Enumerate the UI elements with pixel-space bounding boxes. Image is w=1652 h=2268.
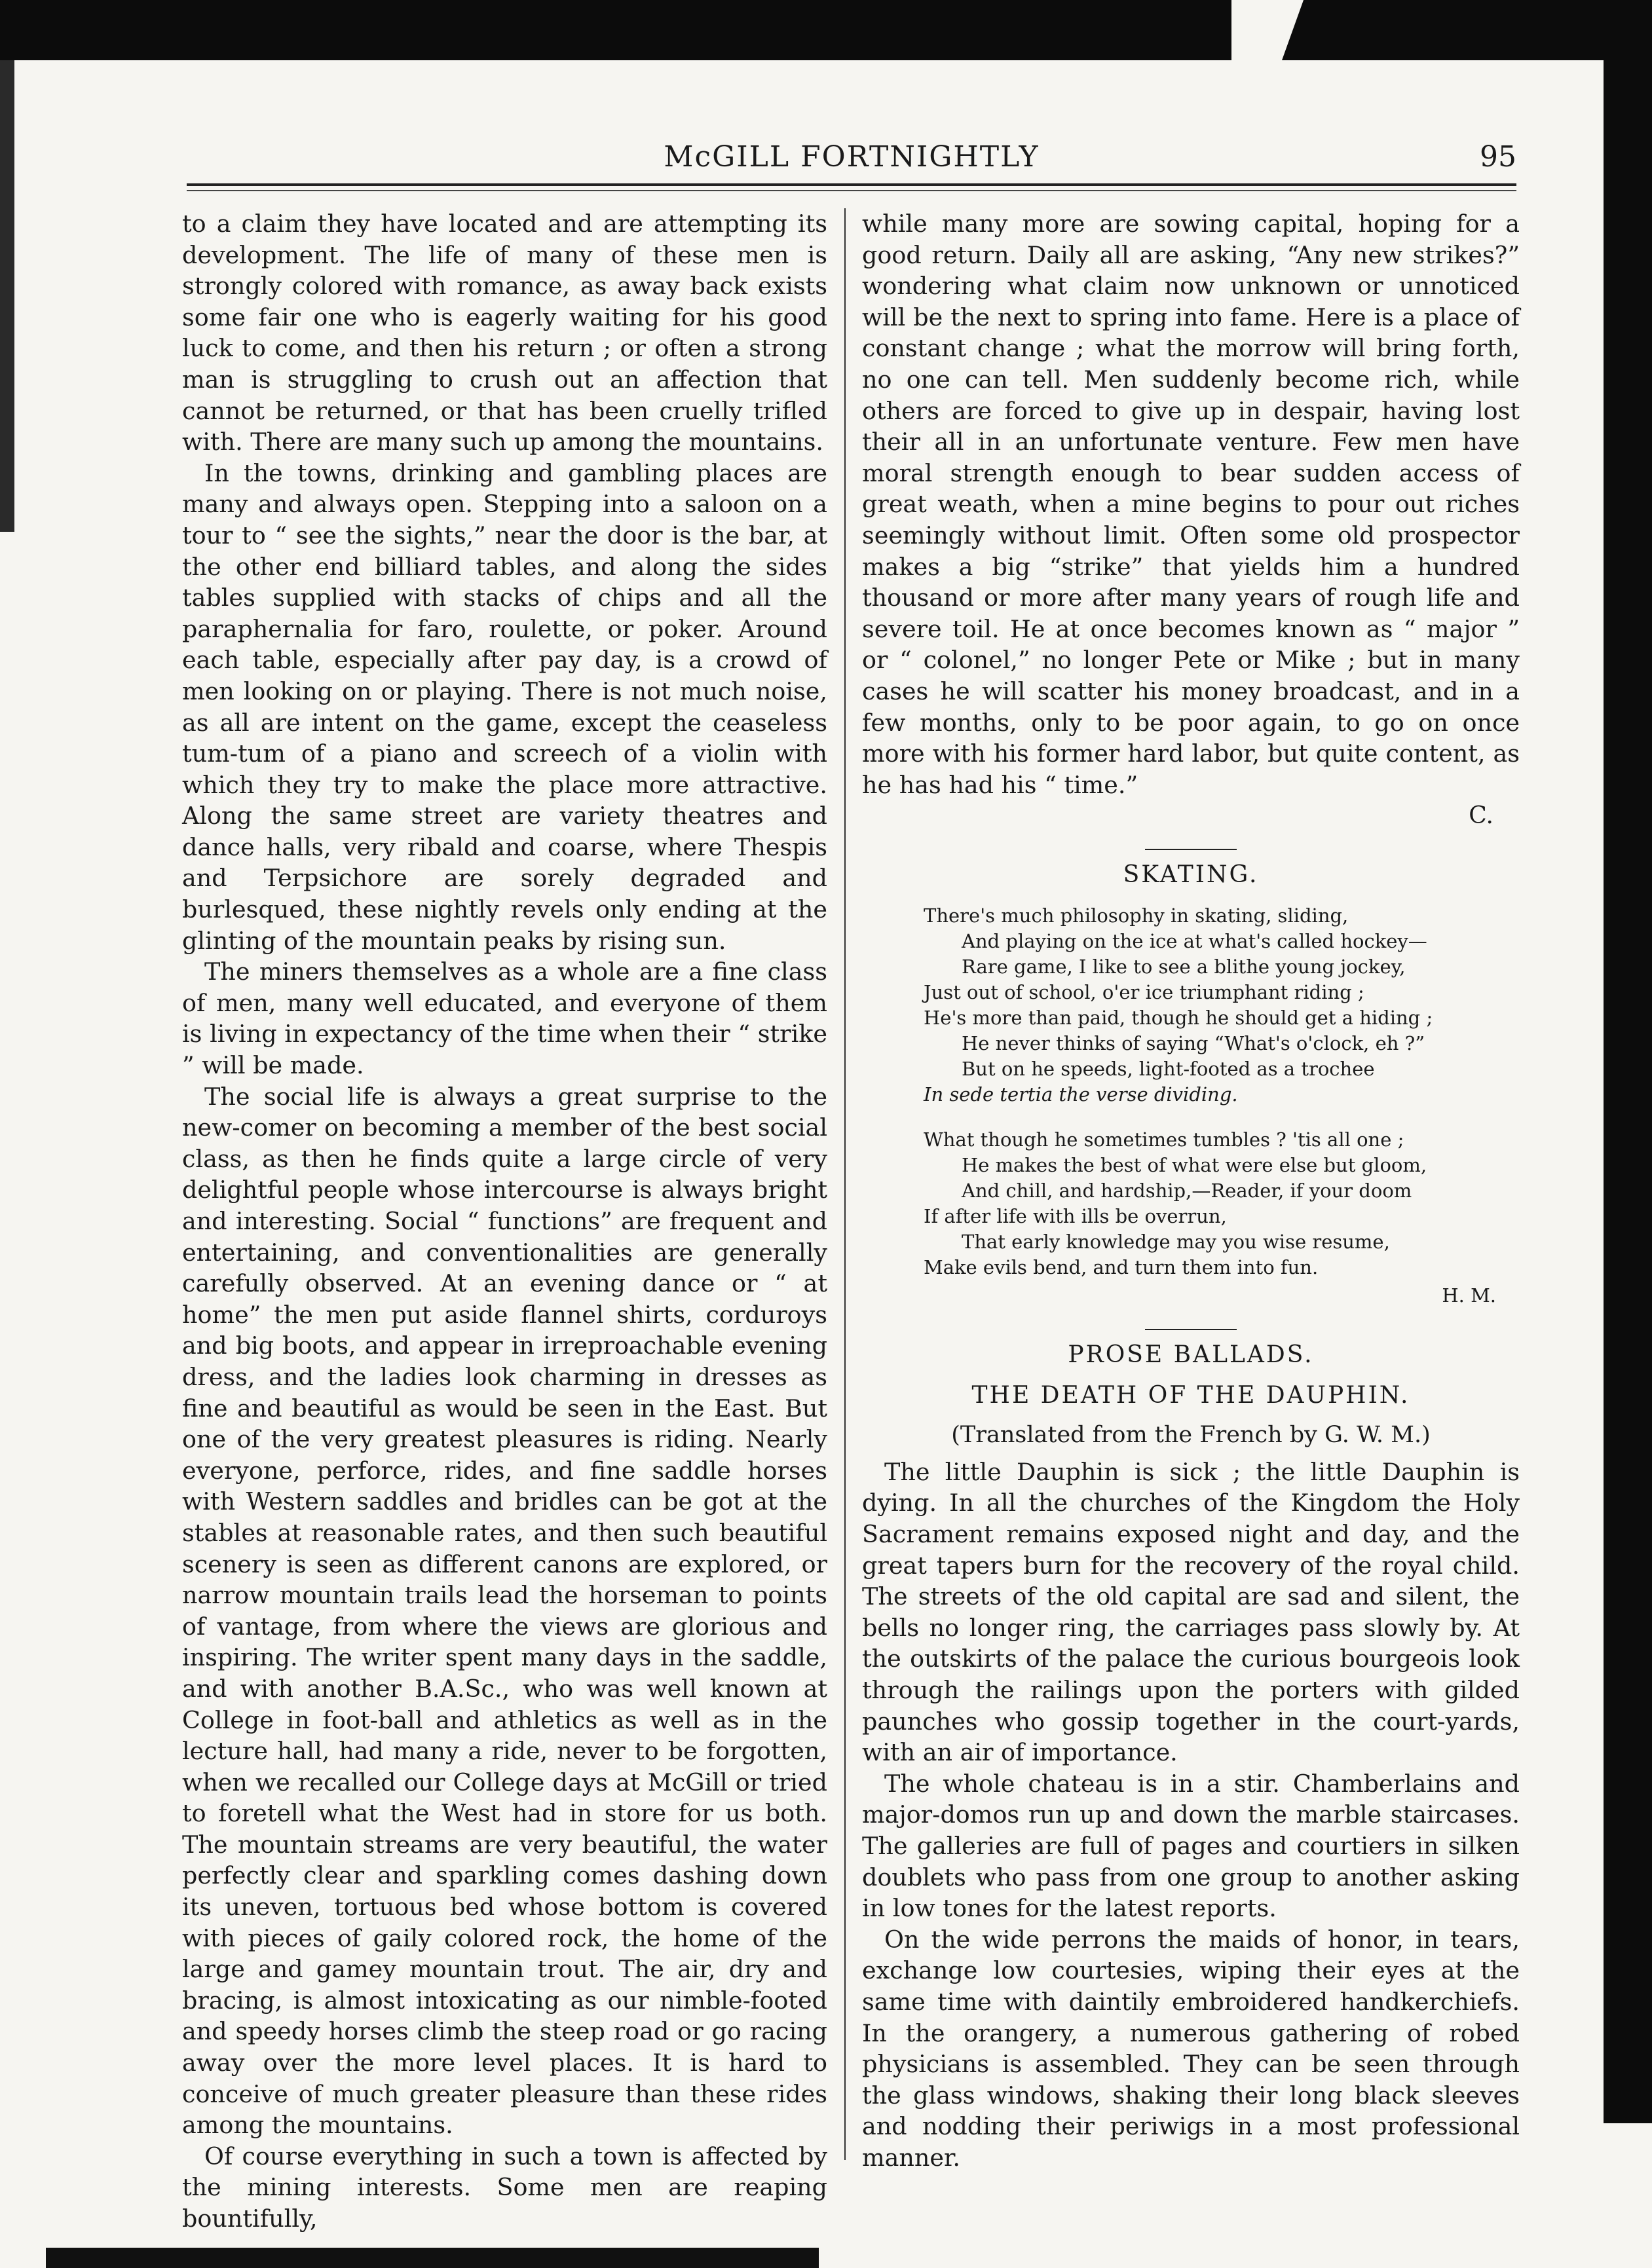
paragraph: The whole chateau is in a stir. Chamberlains and major-domos run up and down the marble staircases. The galleries are full of pages and courtiers in silken doublets who pass from one group to another asking in low tones for the latest reports. <box>862 1769 1520 1923</box>
poem-line: But on he speeds, light-footed as a trochee <box>962 1058 1375 1081</box>
right-column <box>862 208 1520 2174</box>
poem-line: In sede tertia the verse dividing. <box>924 1083 1238 1106</box>
left-column <box>182 208 827 2235</box>
poem-line: What though he sometimes tumbles ? 'tis all one ; <box>924 1128 1404 1151</box>
poem-line: That early knowledge may you wise resume, <box>962 1231 1390 1254</box>
running-header <box>187 140 1516 186</box>
paragraph: to a claim they have located and are attempting its development. The life of many of these men is strongly colored with romance, as away back exists some fair one who is eagerly waiting for his good luck to come, and then his return ; or often a strong man is struggling to crush out an affection that cannot be returned, or that has been cruelly trifled with. There are many such up among the mountains. <box>182 210 827 456</box>
section-separator <box>1145 849 1237 850</box>
poem-line: He never thinks of saying “What's o'clock, eh ?” <box>962 1032 1425 1055</box>
section-separator <box>1145 1329 1237 1330</box>
article-signature: C. <box>1469 802 1493 830</box>
poem-line: And playing on the ice at what's called hockey— <box>962 930 1427 953</box>
poem-line: Rare game, I like to see a blithe young jockey, <box>962 956 1406 978</box>
poem-signature: H. M. <box>1442 1284 1496 1307</box>
poem-line: He's more than paid, though he should get a hiding ; <box>924 1007 1433 1030</box>
section-subtitle: THE DEATH OF THE DAUPHIN. <box>971 1381 1410 1409</box>
stanza-gap <box>924 1107 1520 1127</box>
poem-line: And chill, and hardship,—Reader, if your doom <box>962 1180 1412 1202</box>
poem-line: He makes the best of what were else but gloom, <box>962 1154 1427 1177</box>
header-rule <box>187 183 1516 186</box>
journal-title: McGILL FORTNIGHTLY <box>664 140 1040 174</box>
paragraph: The little Dauphin is sick ; the little Dauphin is dying. In all the churches of the Kingdom the Holy Sacrament remains exposed night and day, and the great tapers burn for the recovery of the royal child. The streets of the old capital are sad and silent, the bells no longer ring, the carriages pass slowly by. At the outskirts of the palace the curious bourgeois look through the railings upon the porters with gilded paunches who gossip together in the court-yards, with an air of importance. <box>862 1457 1520 1767</box>
page-number: 95 <box>1480 140 1516 174</box>
poem-line: There's much philosophy in skating, sliding, <box>924 904 1349 927</box>
paragraph: Of course everything in such a town is affected by the mining interests. Some men are reaping bountifully, <box>182 2142 827 2233</box>
poem-line: Make evils bend, and turn them into fun. <box>924 1256 1319 1279</box>
paragraph: In the towns, drinking and gambling places are many and always open. Stepping into a saloon on a tour to “ see the sights,” near the door is the bar, at the other end billiard tables, and along the sides tables supplied with stacks of chips and all the paraphernalia for faro, roulette, or poker. Around each table, especially after pay day, is a crowd of men looking on or playing. There is not much noise, as all are intent on the game, except the ceaseless tum-tum of a piano and screech of a violin with which they try to make the place more attractive. Along the same street are variety theatres and dance halls, very ribald and coarse, where Thespis and Terpsichore are sorely degraded and burlesqued, these nightly revels only ending at the glinting of the mountain peaks by rising sun. <box>182 458 827 955</box>
paragraph: while many more are sowing capital, hoping for a good return. Daily all are asking, “Any new strikes?” wondering what claim now unknown or unnoticed will be the next to spring into fame. Here is a place of constant change ; what the morrow will bring forth, no one can tell. Men suddenly become rich, while others are forced to give up in despair, having lost their all in an unfortunate venture. Few men have moral strength enough to bear sudden access of great weath, when a mine begins to pour out riches seemingly without limit. Often some old prospector makes a big “strike” that yields him a hundred thousand or more after many years of rough life and severe toil. He at once becomes known as “ major ” or “ colonel,” no longer Pete or Mike ; but in many cases he will scatter his money broadcast, and in a few months, only to be poor again, to go on once more with his former hard labor, but quite content, as he has had his “ time.” <box>862 210 1520 799</box>
paragraph: On the wide perrons the maids of honor, in tears, exchange low courtesies, wiping their eyes at the same time with daintily embroidered handkerchiefs. In the orangery, a numerous gathering of robed physicians is assembled. They can be seen through the glass windows, shaking their long black sleeves and nodding their periwigs in a most professional manner. <box>862 1925 1520 2172</box>
paragraph: The social life is always a great surprise to the new-comer on becoming a member of the best social class, as then he finds quite a large circle of very delightful people whose intercourse is always bright and interesting. Social “ functions” are frequent and entertaining, and conventionalities are generally carefully observed. At an evening dance or “ at home” the men put aside flannel shirts, corduroys and big boots, and appear in irreproachable evening dress, and the ladies look charming in dresses as fine and beautiful as would be seen in the East. But one of the very greatest pleasures is riding. Nearly everyone, perforce, rides, and fine saddle horses with Western saddles and bridles can be got at the stables at reasonable rates, and then such beautiful scenery is seen as different canons are explored, or narrow mountain trails lead the horseman to points of vantage, from where the views are glorious and inspiring. The writer spent many days in the saddle, and with another B.A.Sc., who was well known at College in foot-ball and athletics as well as in the lecture hall, had many a ride, never to be forgotten, when we recalled our College days at McGill or tried to foretell what the West had in store for us both. The mountain streams are very beautiful, the water perfectly clear and sparkling comes dashing down its uneven, tortuous bed whose bottom is covered with pieces of gaily colored rock, the home of the large and gamey mountain trout. The air, dry and bracing, is almost intoxicating as our nimble-footed and speedy horses climb the steep road or go racing away over the more level places. It is hard to conceive of much greater pleasure than these rides among the mountains. <box>182 1082 827 2140</box>
scan-border-right <box>1604 60 1652 2123</box>
header-rule-thin <box>187 190 1516 191</box>
section-title: PROSE BALLADS. <box>1068 1341 1314 1369</box>
translation-note: (Translated from the French by G. W. M.) <box>951 1422 1431 1449</box>
poem-line: Just out of school, o'er ice triumphant riding ; <box>924 981 1364 1004</box>
scan-border-left <box>0 60 14 532</box>
poem-title: SKATING. <box>1123 861 1259 888</box>
poem <box>924 903 1520 1280</box>
scan-border-bottom <box>46 2248 819 2268</box>
column-divider <box>844 208 846 2160</box>
scan-border-top <box>0 0 1652 60</box>
paragraph: The miners themselves as a whole are a fine class of men, many well educated, and everyone of them is living in expectancy of the time when their “ strike ” will be made. <box>182 957 827 1080</box>
poem-line: If after life with ills be overrun, <box>924 1205 1227 1228</box>
